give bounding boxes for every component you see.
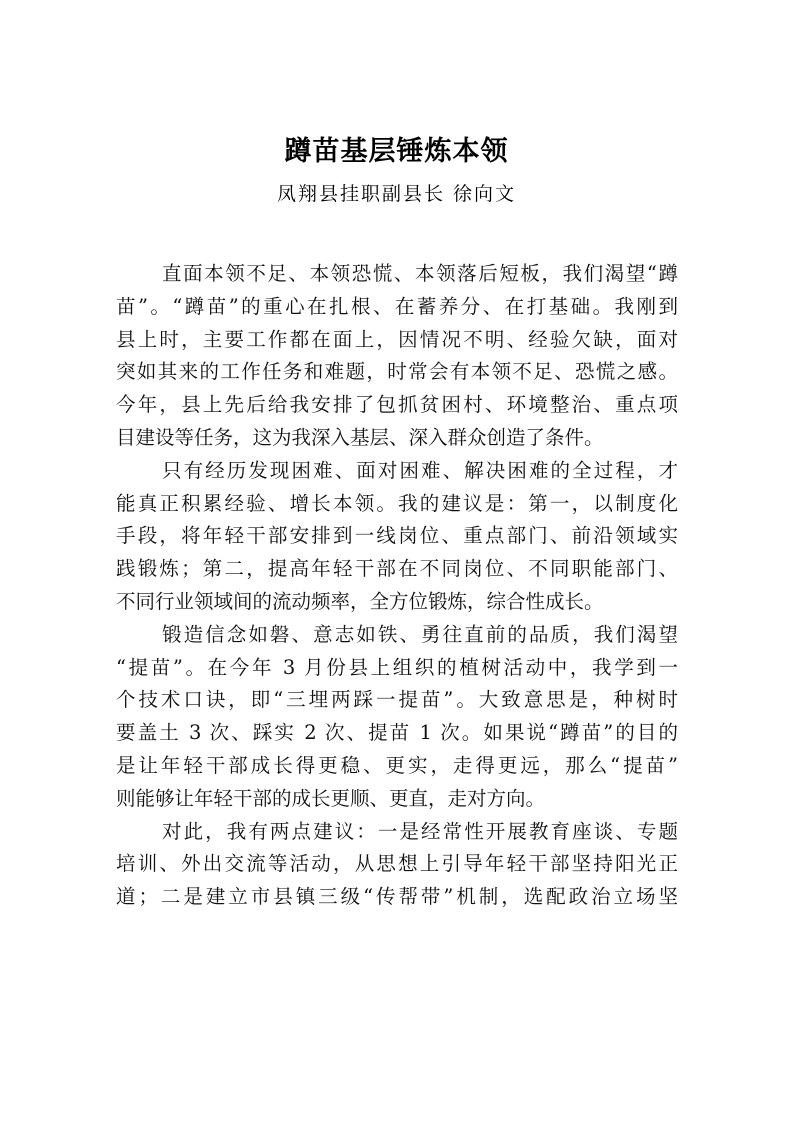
text-line: 锻造信念如磐、意志如铁、勇往直前的品质，我们渴望 <box>162 622 678 646</box>
text-line: 直面本领不足、本领恐慌、本领落后短板，我们渴望“蹲 <box>162 262 678 285</box>
paragraph-4 <box>116 816 678 914</box>
text-line: 是让年轻干部成长得更稳、更实，走得更远，那么“提苗” <box>116 753 678 777</box>
text-line: 县上时，主要工作都在面上，因情况不明、经验欠缺，面对 <box>116 327 678 351</box>
text-line: 突如其来的工作任务和难题，时常会有本领不足、恐慌之感。 <box>116 360 678 384</box>
paragraph-1 <box>116 258 678 455</box>
text-line: 对此，我有两点建议：一是经常性开展教育座谈、专题 <box>162 819 678 843</box>
text-line: 手段，将年轻干部安排到一线岗位、重点部门、前沿领域实 <box>116 524 678 548</box>
text-line: 个技术口诀，即“三埋两踩一提苗”。大致意思是，种树时 <box>116 688 678 712</box>
text-line: “提苗”。在今年 3 月份县上组织的植树活动中，我学到一 <box>116 655 678 679</box>
author-byline: 凤翔县挂职副县长 徐向文 <box>276 183 517 205</box>
document-title: 蹲苗基层锤炼本领 <box>284 136 509 167</box>
text-line: 道；二是建立市县镇三级“传帮带”机制，选配政治立场坚 <box>116 885 678 909</box>
text-line: 苗”。“蹲苗”的重心在扎根、在蓄养分、在打基础。我刚到 <box>116 294 678 318</box>
text-line: 目建设等任务，这为我深入基层、深入群众创造了条件。 <box>116 425 604 449</box>
text-line: 践锻炼；第二，提高年轻干部在不同岗位、不同职能部门、 <box>116 557 678 581</box>
paragraph-3 <box>116 619 678 816</box>
text-line: 要盖土 3 次、踩实 2 次、提苗 1 次。如果说“蹲苗”的目的 <box>116 721 678 745</box>
text-line: 只有经历发现困难、面对困难、解决困难的全过程，才 <box>162 458 678 482</box>
text-line: 能真正积累经验、增长本领。我的建议是：第一，以制度化 <box>116 491 678 515</box>
text-line: 今年，县上先后给我安排了包抓贫困村、环境整治、重点项 <box>116 393 678 417</box>
text-line: 则能够让年轻干部的成长更顺、更直，走对方向。 <box>116 786 546 810</box>
paragraph-2 <box>116 455 678 619</box>
document-body <box>116 258 678 914</box>
text-line: 培训、外出交流等活动，从思想上引导年轻干部坚持阳光正 <box>116 852 678 876</box>
text-line: 不同行业领域间的流动频率，全方位锻炼，综合性成长。 <box>116 589 604 613</box>
